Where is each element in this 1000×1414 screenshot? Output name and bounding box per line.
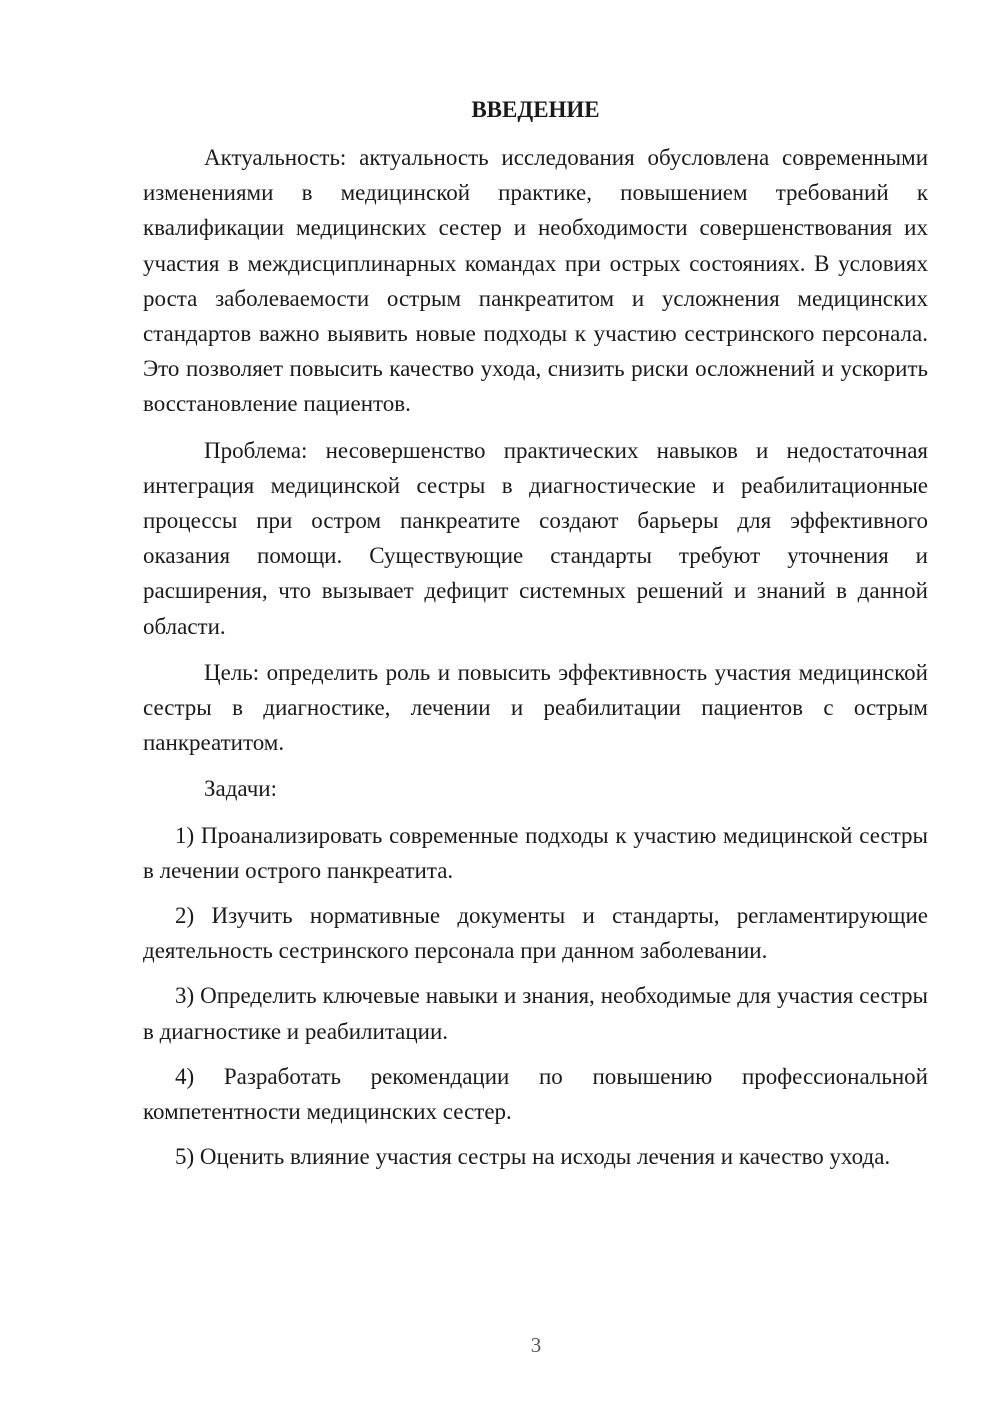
page-number: 3 bbox=[530, 1333, 542, 1357]
task-item: 1) Проанализировать современные подходы к участию медицинской сестры в лечении острого панкреатита. bbox=[143, 822, 928, 883]
task-item: 3) Определить ключевые навыки и знания, необходимые для участия сестры в диагностике и реабилитации. bbox=[143, 983, 928, 1044]
section-heading: ВВЕДЕНИЕ bbox=[471, 97, 600, 122]
task-item: 5) Оценить влияние участия сестры на исходы лечения и качество ухода. bbox=[175, 1144, 891, 1170]
paragraph-problem: Проблема: несовершенство практических навыков и недостаточная интеграция медицинской сестры в диагностические и реабилитационные процессы при остром панкреатите создают барьеры для эффективного оказания помощи. Существующие стандарты требуют уточнения и расширения, что вызывает дефицит системных решений и знаний в данной области. bbox=[143, 437, 928, 639]
task-item: 2) Изучить нормативные документы и стандарты, регламентирующие деятельность сестринского персонала при данном заболевании. bbox=[143, 903, 928, 964]
paragraph-goal: Цель: определить роль и повысить эффективность участия медицинской сестры в диагностике, лечении и реабилитации пациентов с острым панкреатитом. bbox=[143, 659, 928, 756]
task-item: 4) Разработать рекомендации по повышению профессиональной компетентности медицинских сестер. bbox=[143, 1063, 928, 1125]
tasks-label: Задачи: bbox=[204, 776, 277, 802]
document-page bbox=[143, 92, 928, 1184]
paragraph-relevance: Актуальность: актуальность исследования обусловлена современными изменениями в медицинской практике, повышением требований к квалификации медицинских сестер и необходимости совершенствования их участия в междисциплинарных командах при острых состояниях. В условиях роста заболеваемости острым панкреатитом и усложнения медицинских стандартов важно выявить новые подходы к участию сестринского персонала. Это позволяет повысить качество ухода, снизить риски осложнений и ускорить восстановление пациентов. bbox=[143, 145, 928, 417]
